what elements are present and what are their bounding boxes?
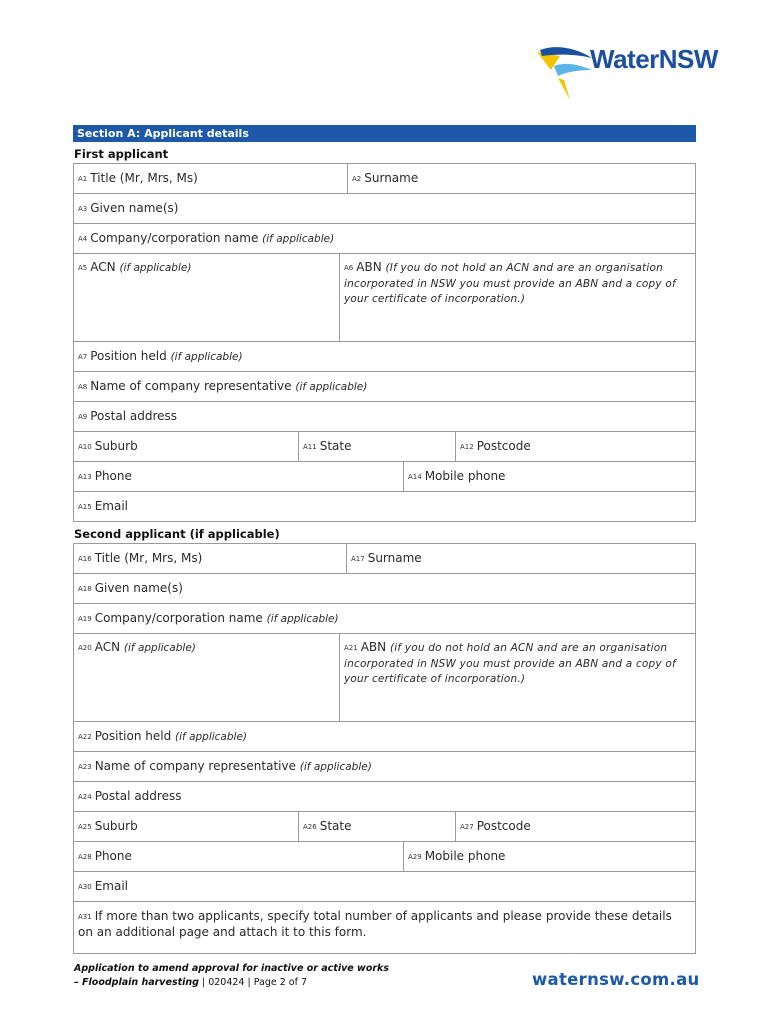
a9-postal-address-field[interactable]: A9 Postal address	[73, 401, 696, 432]
logo-wordmark: WaterNSW	[590, 44, 718, 74]
a15-email-field[interactable]: A15 Email	[73, 491, 696, 522]
a21-abn-field[interactable]: A21 ABN (if you do not hold an ACN and are an organisation incorporated in NSW you must provide an ABN and a copy of your certificate of incorporation.)	[339, 633, 696, 722]
a25-suburb-field[interactable]: A25 Suburb	[73, 811, 299, 842]
footer-document-info	[74, 962, 389, 990]
a5-acn-field[interactable]: A5 ACN (if applicable)	[73, 253, 340, 342]
a17-surname-field[interactable]: A17 Surname	[346, 543, 696, 574]
a8-representative-field[interactable]: A8 Name of company representative (if applicable)	[73, 371, 696, 402]
a26-state-field[interactable]: A26 State	[298, 811, 456, 842]
footer-doc-title: Application to amend approval for inactive or active works	[74, 963, 390, 974]
a30-email-field[interactable]: A30 Email	[73, 871, 696, 902]
a28-phone-field[interactable]: A28 Phone	[73, 841, 404, 872]
a4-company-name-field[interactable]: A4 Company/corporation name (if applicable)	[73, 223, 696, 254]
footer-doc-subtitle: – Floodplain harvesting	[74, 977, 199, 988]
footer-page-info: | 020424 | Page 2 of 7	[198, 977, 308, 988]
a19-company-name-field[interactable]: A19 Company/corporation name (if applicable)	[73, 603, 696, 634]
waternsw-logo	[534, 40, 718, 102]
a6-abn-field[interactable]: A6 ABN (If you do not hold an ACN and are an organisation incorporated in NSW you must provide an ABN and a copy of your certificate of incorporation.)	[339, 253, 696, 342]
a20-acn-field[interactable]: A20 ACN (if applicable)	[73, 633, 340, 722]
a2-surname-field[interactable]: A2 Surname	[347, 163, 696, 194]
a11-state-field[interactable]: A11 State	[298, 431, 456, 462]
a10-suburb-field[interactable]: A10 Suburb	[73, 431, 299, 462]
a29-mobile-field[interactable]: A29 Mobile phone	[403, 841, 696, 872]
footer-website-link[interactable]: waternsw.com.au	[532, 970, 700, 989]
section-a-header: Section A: Applicant details	[73, 125, 696, 142]
a27-postcode-field[interactable]: A27 Postcode	[455, 811, 696, 842]
a22-position-field[interactable]: A22 Position held (if applicable)	[73, 721, 696, 752]
a13-phone-field[interactable]: A13 Phone	[73, 461, 404, 492]
first-applicant-heading: First applicant	[74, 147, 169, 161]
a7-position-field[interactable]: A7 Position held (if applicable)	[73, 341, 696, 372]
a3-given-names-field[interactable]: A3 Given name(s)	[73, 193, 696, 224]
a12-postcode-field[interactable]: A12 Postcode	[455, 431, 696, 462]
a1-title-field[interactable]: A1 Title (Mr, Mrs, Ms)	[73, 163, 348, 194]
waternsw-logo-icon	[534, 40, 594, 102]
a31-additional-applicants-field[interactable]: A31 If more than two applicants, specify total number of applicants and please provide these details on an additional page and attach it to this form.	[73, 901, 696, 954]
a14-mobile-field[interactable]: A14 Mobile phone	[403, 461, 696, 492]
a23-representative-field[interactable]: A23 Name of company representative (if applicable)	[73, 751, 696, 782]
a24-postal-address-field[interactable]: A24 Postal address	[73, 781, 696, 812]
a16-title-field[interactable]: A16 Title (Mr, Mrs, Ms)	[73, 543, 347, 574]
second-applicant-heading: Second applicant (if applicable)	[74, 527, 280, 541]
a18-given-names-field[interactable]: A18 Given name(s)	[73, 573, 696, 604]
